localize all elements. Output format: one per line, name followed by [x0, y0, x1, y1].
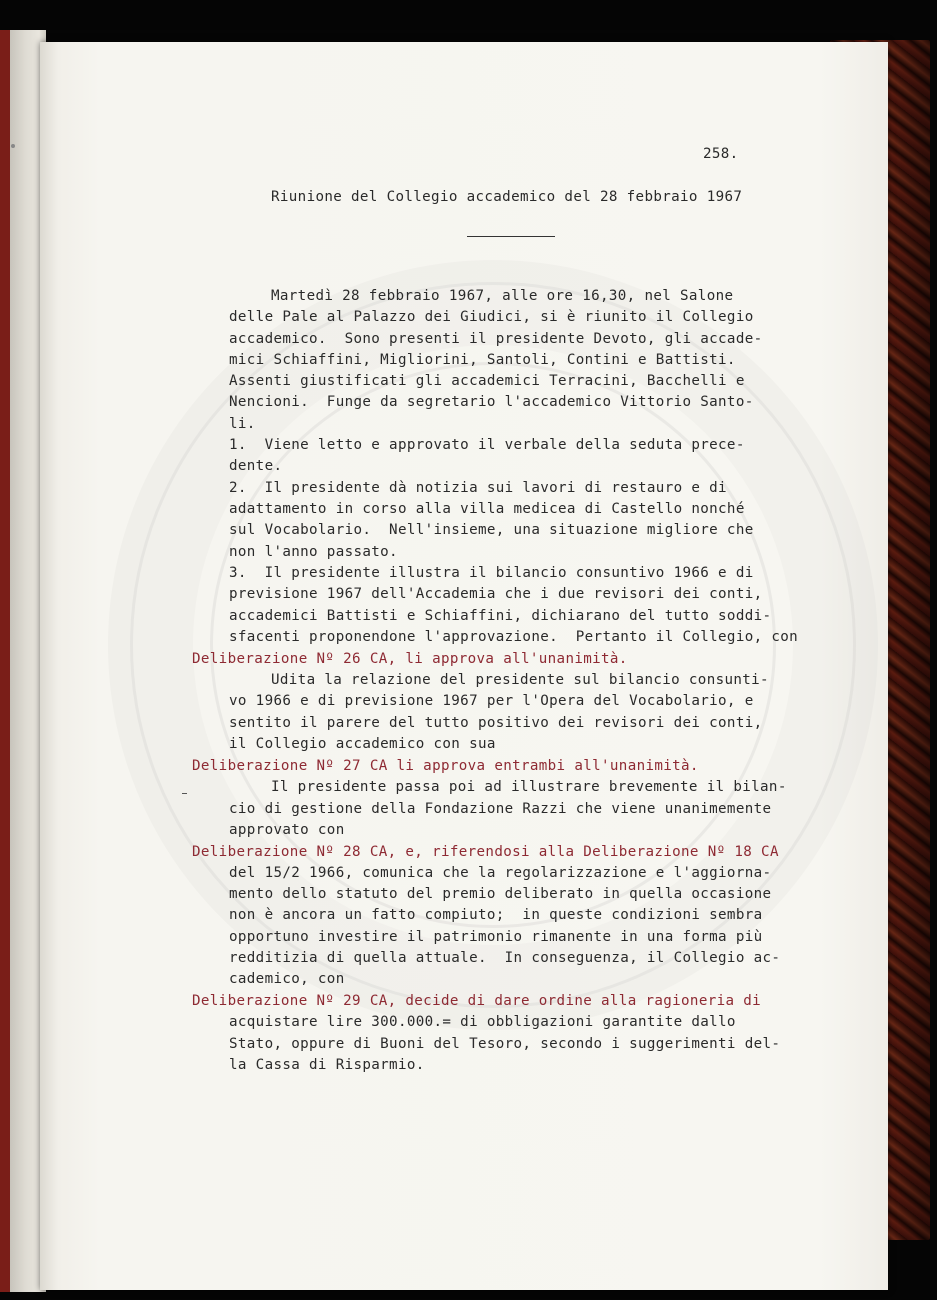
page-heading: Riunione del Collegio accademico del 28 febbraio 1967 — [271, 189, 743, 205]
text-line: delle Pale al Palazzo dei Giudici, si è riunito il Collegio — [229, 309, 754, 325]
text-line: la Cassa di Risparmio. — [229, 1057, 425, 1073]
page-number: 258. — [703, 146, 739, 162]
text-line: previsione 1967 dell'Accademia che i due revisori dei conti, — [229, 586, 763, 602]
text-line: sul Vocabolario. Nell'insieme, una situazione migliore che — [229, 522, 754, 538]
text-line: vo 1966 e di previsione 1967 per l'Opera del Vocabolario, e — [229, 693, 754, 709]
heading-rule — [467, 236, 555, 237]
text-line: Assenti giustificati gli accademici Terracini, Bacchelli e — [229, 373, 745, 389]
text-line: mento dello statuto del premio deliberato in quella occasione — [229, 886, 772, 902]
text-line: Stato, oppure di Buoni del Tesoro, secondo i suggerimenti del- — [229, 1036, 781, 1052]
text-line: accademici Battisti e Schiaffini, dichiarano del tutto soddi- — [229, 608, 772, 624]
deliberation-line: Deliberazione Nº 26 CA, li approva all'unanimità. — [192, 651, 628, 667]
deliberation-line: Deliberazione Nº 28 CA, e, riferendosi alla Deliberazione Nº 18 CA — [192, 844, 779, 860]
text-line: 1. Viene letto e approvato il verbale della seduta prece- — [229, 437, 745, 453]
text-line: cademico, con — [229, 971, 345, 987]
text-line: il Collegio accademico con sua — [229, 736, 496, 752]
text-line: non è ancora un fatto compiuto; in queste condizioni sembra — [229, 907, 763, 923]
text-line: li. — [229, 416, 256, 432]
text-line: sentito il parere del tutto positivo dei revisori dei conti, — [229, 715, 763, 731]
margin-mark — [182, 793, 187, 794]
margin-speck — [11, 144, 15, 148]
text-line: opportuno investire il patrimonio rimanente in una forma più — [229, 929, 763, 945]
text-line: 2. Il presidente dà notizia sui lavori di restauro e di — [229, 480, 727, 496]
text-line: adattamento in corso alla villa medicea di Castello nonché — [229, 501, 745, 517]
text-line: Il presidente passa poi ad illustrare brevemente il bilan- — [271, 779, 787, 795]
text-line: 3. Il presidente illustra il bilancio consuntivo 1966 e di — [229, 565, 754, 581]
text-line: redditizia di quella attuale. In conseguenza, il Collegio ac- — [229, 950, 781, 966]
text-line: acquistare lire 300.000.= di obbligazioni garantite dallo — [229, 1014, 736, 1030]
text-line: mici Schiaffini, Migliorini, Santoli, Contini e Battisti. — [229, 352, 736, 368]
text-line: approvato con — [229, 822, 345, 838]
text-line: Martedì 28 febbraio 1967, alle ore 16,30, nel Salone — [271, 288, 734, 304]
deliberation-line: Deliberazione Nº 27 CA li approva entrambi all'unanimità. — [192, 758, 699, 774]
text-line: non l'anno passato. — [229, 544, 398, 560]
deliberation-line: Deliberazione Nº 29 CA, decide di dare ordine alla ragioneria di — [192, 993, 762, 1009]
text-line: cio di gestione della Fondazione Razzi che viene unanimemente — [229, 801, 772, 817]
text-line: Nencioni. Funge da segretario l'accademico Vittorio Santo- — [229, 394, 754, 410]
binding-edge — [0, 30, 10, 1292]
text-line: sfacenti proponendone l'approvazione. Pertanto il Collegio, con — [229, 629, 799, 645]
text-line: del 15/2 1966, comunica che la regolarizzazione e l'aggiorna- — [229, 865, 772, 881]
text-line: Udita la relazione del presidente sul bilancio consunti- — [271, 672, 769, 688]
text-line: accademico. Sono presenti il presidente Devoto, gli accade- — [229, 331, 763, 347]
text-line: dente. — [229, 458, 283, 474]
